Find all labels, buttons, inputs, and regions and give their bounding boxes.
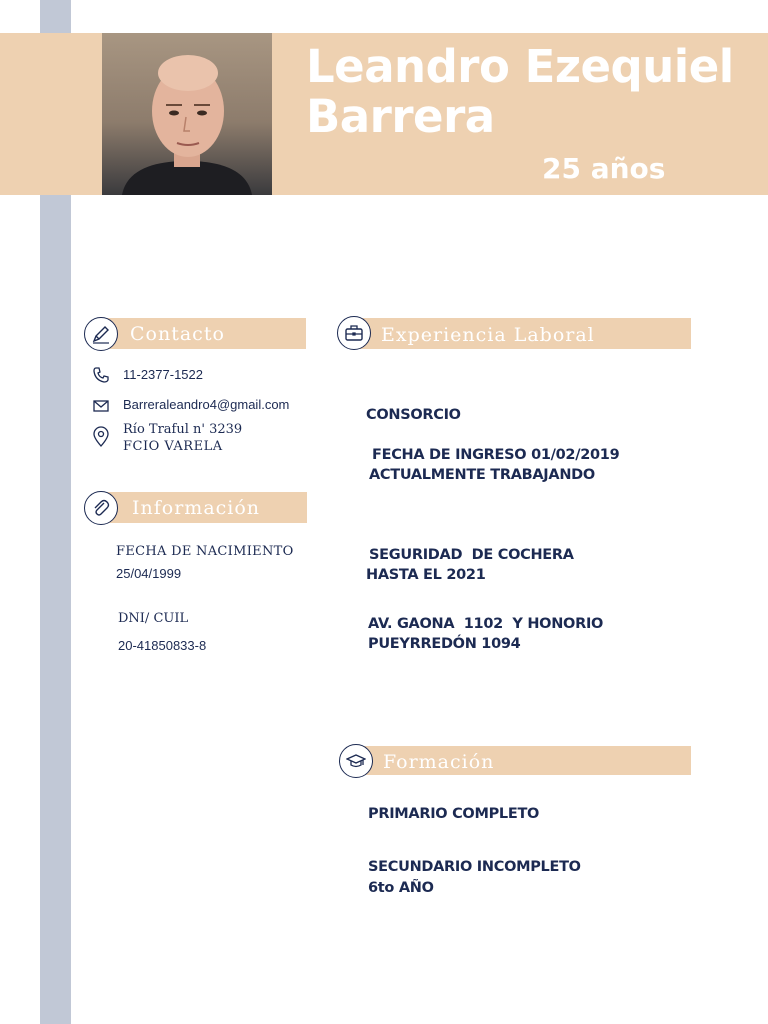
- job1-company: CONSORCIO: [366, 407, 461, 423]
- education-item-secondary: SECUNDARIO INCOMPLETO: [368, 859, 581, 875]
- dni-value: 20-41850833-8: [118, 638, 207, 653]
- birth-label: FECHA DE NACIMIENTO: [116, 544, 294, 559]
- full-name: [306, 42, 746, 142]
- job2-address-line2: PUEYRREDÓN 1094: [368, 636, 521, 652]
- education-item-primary: PRIMARIO COMPLETO: [368, 806, 540, 822]
- age-label: 25 años: [542, 152, 666, 185]
- phone-icon: [92, 366, 110, 384]
- profile-photo: [102, 33, 272, 195]
- contact-email: Barreraleandro4@gmail.com: [123, 397, 290, 412]
- name-line2: Barrera: [306, 90, 495, 143]
- experience-title: Experiencia Laboral: [381, 324, 595, 346]
- name-line1: Leandro Ezequiel: [306, 40, 734, 93]
- contact-title: Contacto: [130, 323, 225, 345]
- job2-until: HASTA EL 2021: [366, 567, 486, 583]
- graduation-cap-icon: [339, 744, 373, 778]
- contact-address-line2: FCIO VARELA: [123, 439, 223, 454]
- contact-address-line1: Río Traful n' 3239: [123, 422, 243, 437]
- info-title: Información: [132, 497, 261, 519]
- job1-status: ACTUALMENTE TRABAJANDO: [369, 467, 595, 483]
- briefcase-icon: [337, 316, 371, 350]
- mail-icon: [92, 397, 110, 415]
- location-icon: [92, 426, 110, 448]
- birth-value: 25/04/1999: [116, 566, 182, 581]
- dni-label: DNI/ CUIL: [118, 611, 189, 626]
- paperclip-icon: [84, 491, 118, 525]
- contact-phone: 11-2377-1522: [123, 367, 203, 382]
- job2-role: SEGURIDAD DE COCHERA: [369, 547, 574, 563]
- education-item-year: 6to AÑO: [368, 880, 434, 896]
- job2-address-line1: AV. GAONA 1102 Y HONORIO: [368, 616, 604, 632]
- pencil-icon: [84, 317, 118, 351]
- job1-start: FECHA DE INGRESO 01/02/2019: [372, 447, 620, 463]
- education-title: Formación: [383, 751, 495, 773]
